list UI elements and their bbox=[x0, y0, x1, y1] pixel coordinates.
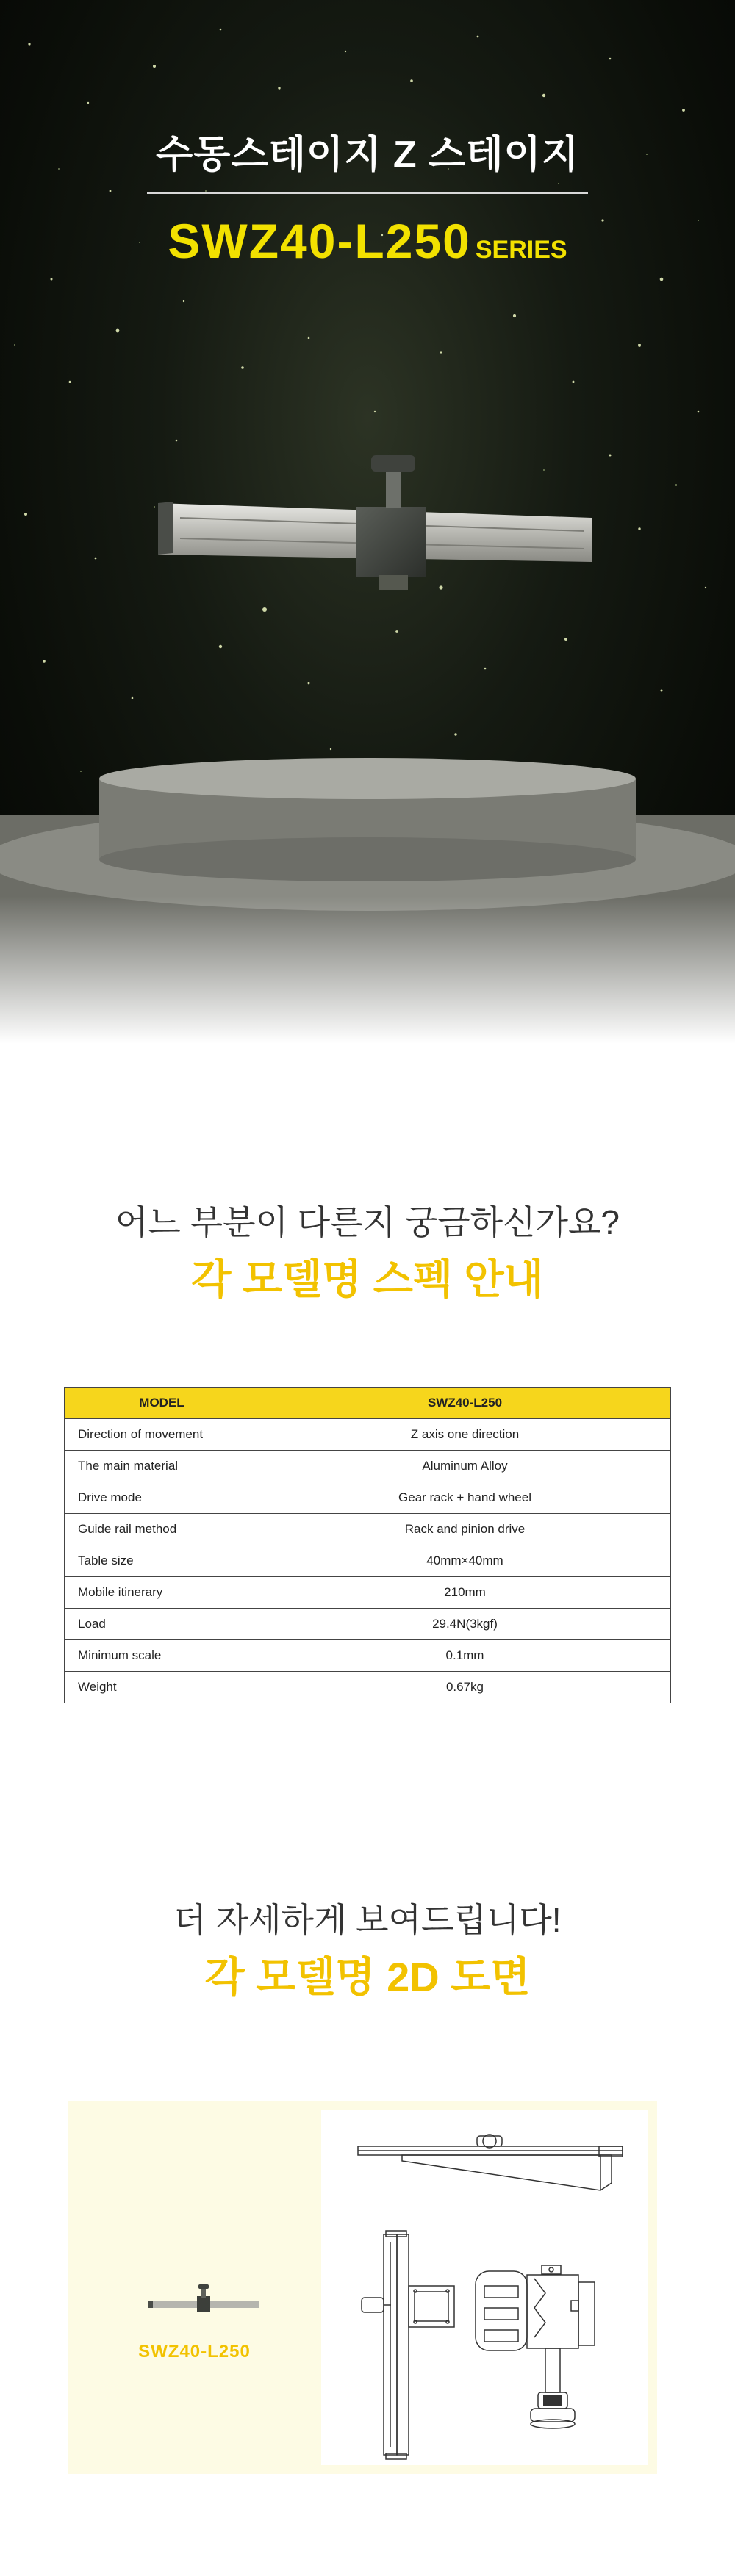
row-value: 0.1mm bbox=[259, 1640, 671, 1672]
row-key: Drive mode bbox=[65, 1482, 259, 1514]
table-row bbox=[65, 1609, 671, 1640]
table-row bbox=[65, 1672, 671, 1703]
product-stage-image bbox=[151, 452, 606, 599]
drawing-model-label: SWZ40-L250 bbox=[138, 2342, 251, 2362]
row-value: 29.4N(3kgf) bbox=[259, 1609, 671, 1640]
table-header-row bbox=[65, 1388, 671, 1419]
row-value: Gear rack + hand wheel bbox=[259, 1482, 671, 1514]
drawing-panel bbox=[68, 2101, 657, 2474]
spec-heading: 각 모델명 스펙 안내 bbox=[191, 1256, 544, 1302]
row-key: The main material bbox=[65, 1451, 259, 1482]
row-key: Weight bbox=[65, 1672, 259, 1703]
spec-table bbox=[64, 1387, 671, 1703]
row-key: Table size bbox=[65, 1545, 259, 1577]
hero-fade bbox=[0, 896, 735, 1043]
hero-divider bbox=[147, 192, 588, 194]
header-value: SWZ40-L250 bbox=[259, 1388, 671, 1419]
row-key: Load bbox=[65, 1609, 259, 1640]
table-row bbox=[65, 1514, 671, 1545]
table-row bbox=[65, 1419, 671, 1451]
row-value: Rack and pinion drive bbox=[259, 1514, 671, 1545]
table-row bbox=[65, 1577, 671, 1609]
hero-title: 수동스테이지 Z 스테이지 bbox=[156, 134, 579, 176]
hero-model-name: SWZ40-L250 bbox=[168, 214, 471, 268]
spec-question: 어느 부분이 다른지 궁금하신가요? bbox=[115, 1203, 620, 1241]
row-key: Mobile itinerary bbox=[65, 1577, 259, 1609]
row-value: 40mm×40mm bbox=[259, 1545, 671, 1577]
table-row bbox=[65, 1482, 671, 1514]
table-row bbox=[65, 1451, 671, 1482]
row-key: Direction of movement bbox=[65, 1419, 259, 1451]
hero-series-label: SERIES bbox=[475, 236, 567, 264]
row-key: Minimum scale bbox=[65, 1640, 259, 1672]
row-value: 210mm bbox=[259, 1577, 671, 1609]
hero-banner bbox=[0, 0, 735, 1043]
row-value: Aluminum Alloy bbox=[259, 1451, 671, 1482]
technical-drawing bbox=[321, 2110, 648, 2465]
table-row bbox=[65, 1545, 671, 1577]
row-value: 0.67kg bbox=[259, 1672, 671, 1703]
drawing-question: 더 자세하게 보여드립니다! bbox=[173, 1901, 562, 1939]
technical-drawing-area bbox=[321, 2110, 648, 2465]
product-thumbnail bbox=[148, 2284, 259, 2321]
row-key: Guide rail method bbox=[65, 1514, 259, 1545]
table-row bbox=[65, 1640, 671, 1672]
hero-model-title bbox=[0, 213, 735, 269]
row-value: Z axis one direction bbox=[259, 1419, 671, 1451]
header-key: MODEL bbox=[65, 1388, 259, 1419]
drawing-heading: 각 모델명 2D 도면 bbox=[204, 1954, 531, 2000]
